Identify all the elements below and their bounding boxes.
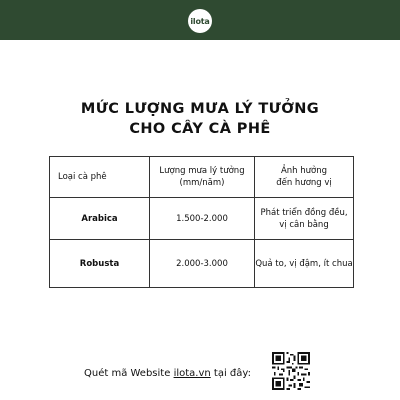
brand-logo[interactable]: [188, 9, 212, 33]
footer-suffix: tại đây:: [210, 368, 251, 379]
row-effect-line-1: Phát triển đồng đều,: [260, 207, 348, 218]
header-rainfall-line-1: Lượng mưa lý tưởng: [159, 166, 245, 176]
rainfall-table: [49, 156, 354, 288]
header-effect-line-1: Ảnh hưởng: [280, 166, 328, 176]
row-rainfall: 2.000-3.000: [150, 240, 255, 287]
top-banner: [0, 0, 400, 40]
row-rainfall: 1.500-2.000: [150, 198, 255, 239]
row-coffee-type: Robusta: [50, 240, 150, 287]
header-effect: [255, 157, 353, 197]
footer-prefix: Quét mã Website: [84, 368, 174, 379]
table-row: [50, 239, 353, 287]
header-coffee-type: Loại cà phê: [50, 157, 150, 197]
row-effect-line-2: vị cân bằng: [279, 219, 329, 230]
title-line-2: CHO CÂY CÀ PHÊ: [129, 121, 271, 137]
row-coffee-type: Arabica: [50, 198, 150, 239]
header-effect-line-2: đến hương vị: [276, 178, 332, 188]
qr-code-icon[interactable]: [272, 352, 310, 390]
title-line-1: MỨC LƯỢNG MƯA LÝ TƯỞNG: [80, 101, 320, 117]
website-link[interactable]: ilota.vn: [173, 368, 211, 379]
row-effect: Quả to, vị đậm, ít chua: [255, 258, 353, 269]
footer-note: [84, 368, 251, 379]
header-rainfall: [150, 157, 255, 197]
brand-logo-text: ilota: [190, 16, 210, 26]
row-effect: [255, 198, 353, 239]
table-row: [50, 197, 353, 239]
table-header-row: [50, 157, 353, 197]
page-title: [0, 99, 400, 139]
header-rainfall-line-2: (mm/năm): [179, 178, 225, 188]
